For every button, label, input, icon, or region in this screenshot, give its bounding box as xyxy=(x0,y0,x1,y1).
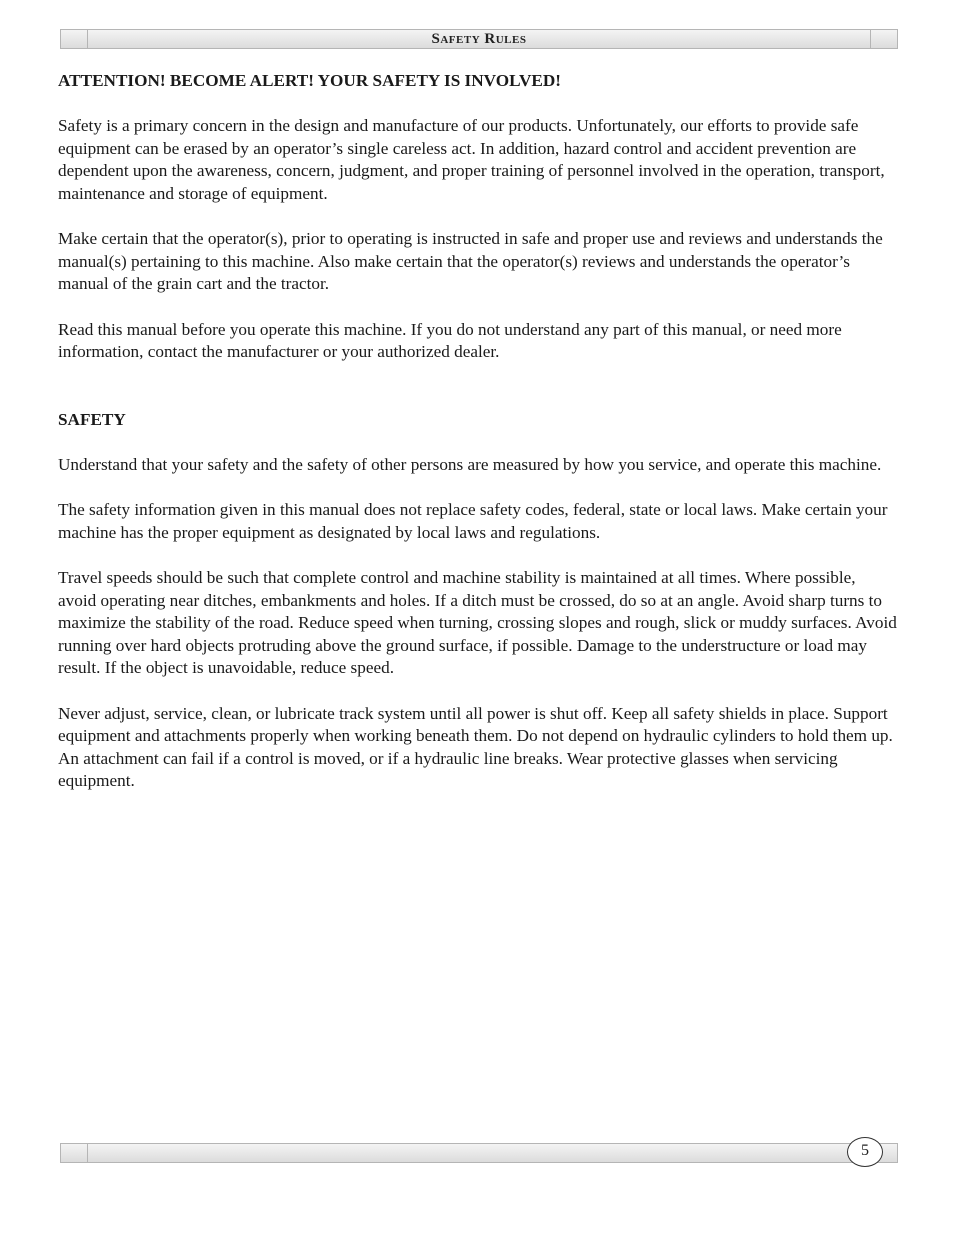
intro-paragraph-2: Make certain that the operator(s), prior to operating is instructed in safe and proper use and reviews and understands the manual(s) pertaining to this machine. Also make certain that the operator(s) reviews and understands the operator’s manual of the grain cart and the tractor. xyxy=(58,229,883,294)
footer-bar-left-cap xyxy=(61,1144,88,1162)
intro-paragraph-3: Read this manual before you operate this machine. If you do not understand any part of this manual, or need more information, contact the manufacturer or your authorized dealer. xyxy=(58,319,842,362)
attention-heading: ATTENTION! BECOME ALERT! YOUR SAFETY IS INVOLVED! xyxy=(58,71,561,90)
header-bar-right-cap xyxy=(870,30,897,48)
page-title: Safety Rules xyxy=(431,31,527,47)
intro-paragraph-1: Safety is a primary concern in the design and manufacture of our products. Unfortunately, our efforts to provide safe equipment can be erased by an operator’s single careless act. In addition, hazard control and accident prevention are dependent upon the awareness, concern, judgment, and proper training of personnel involved in the operation, transport, maintenance and storage of equipment. xyxy=(58,116,885,203)
safety-paragraph-4: Never adjust, service, clean, or lubricate track system until all power is shut off. Keep all safety shields in place. Support equipment and attachments properly when working beneath them. Do not depend on hydraulic cylinders to hold them up. An attachment can fail if a control is moved, or if a hydraulic line breaks. Wear protective glasses when servicing equipment. xyxy=(58,703,893,791)
safety-heading: SAFETY xyxy=(58,409,126,429)
safety-paragraph-1: Understand that your safety and the safety of other persons are measured by how you service, and operate this machine. xyxy=(58,455,882,475)
safety-paragraph-3: Travel speeds should be such that complete control and machine stability is maintained at all times. Where possible, avoid operating near ditches, embankments and holes. If a ditch must be crossed, do so at an angle. Avoid sharp turns to maximize the stability of the road. Reduce speed when turning, crossing slopes and rough, slick or muddy surfaces. Avoid running over hard objects protruding above the ground surface, if possible. Damage to the understructure or load may result. If the object is unavoidable, reduce speed. xyxy=(58,568,897,678)
section-spacer xyxy=(58,386,898,409)
intro-section xyxy=(58,70,898,364)
safety-section xyxy=(58,409,898,793)
footer-bar xyxy=(60,1143,898,1163)
header-bar xyxy=(60,29,898,49)
safety-paragraph-2: The safety information given in this manual does not replace safety codes, federal, state or local laws. Make certain your machine has the proper equipment as designated by local laws and regulations. xyxy=(58,500,888,542)
page-number-badge: 5 xyxy=(847,1137,883,1167)
page-content xyxy=(58,70,898,816)
